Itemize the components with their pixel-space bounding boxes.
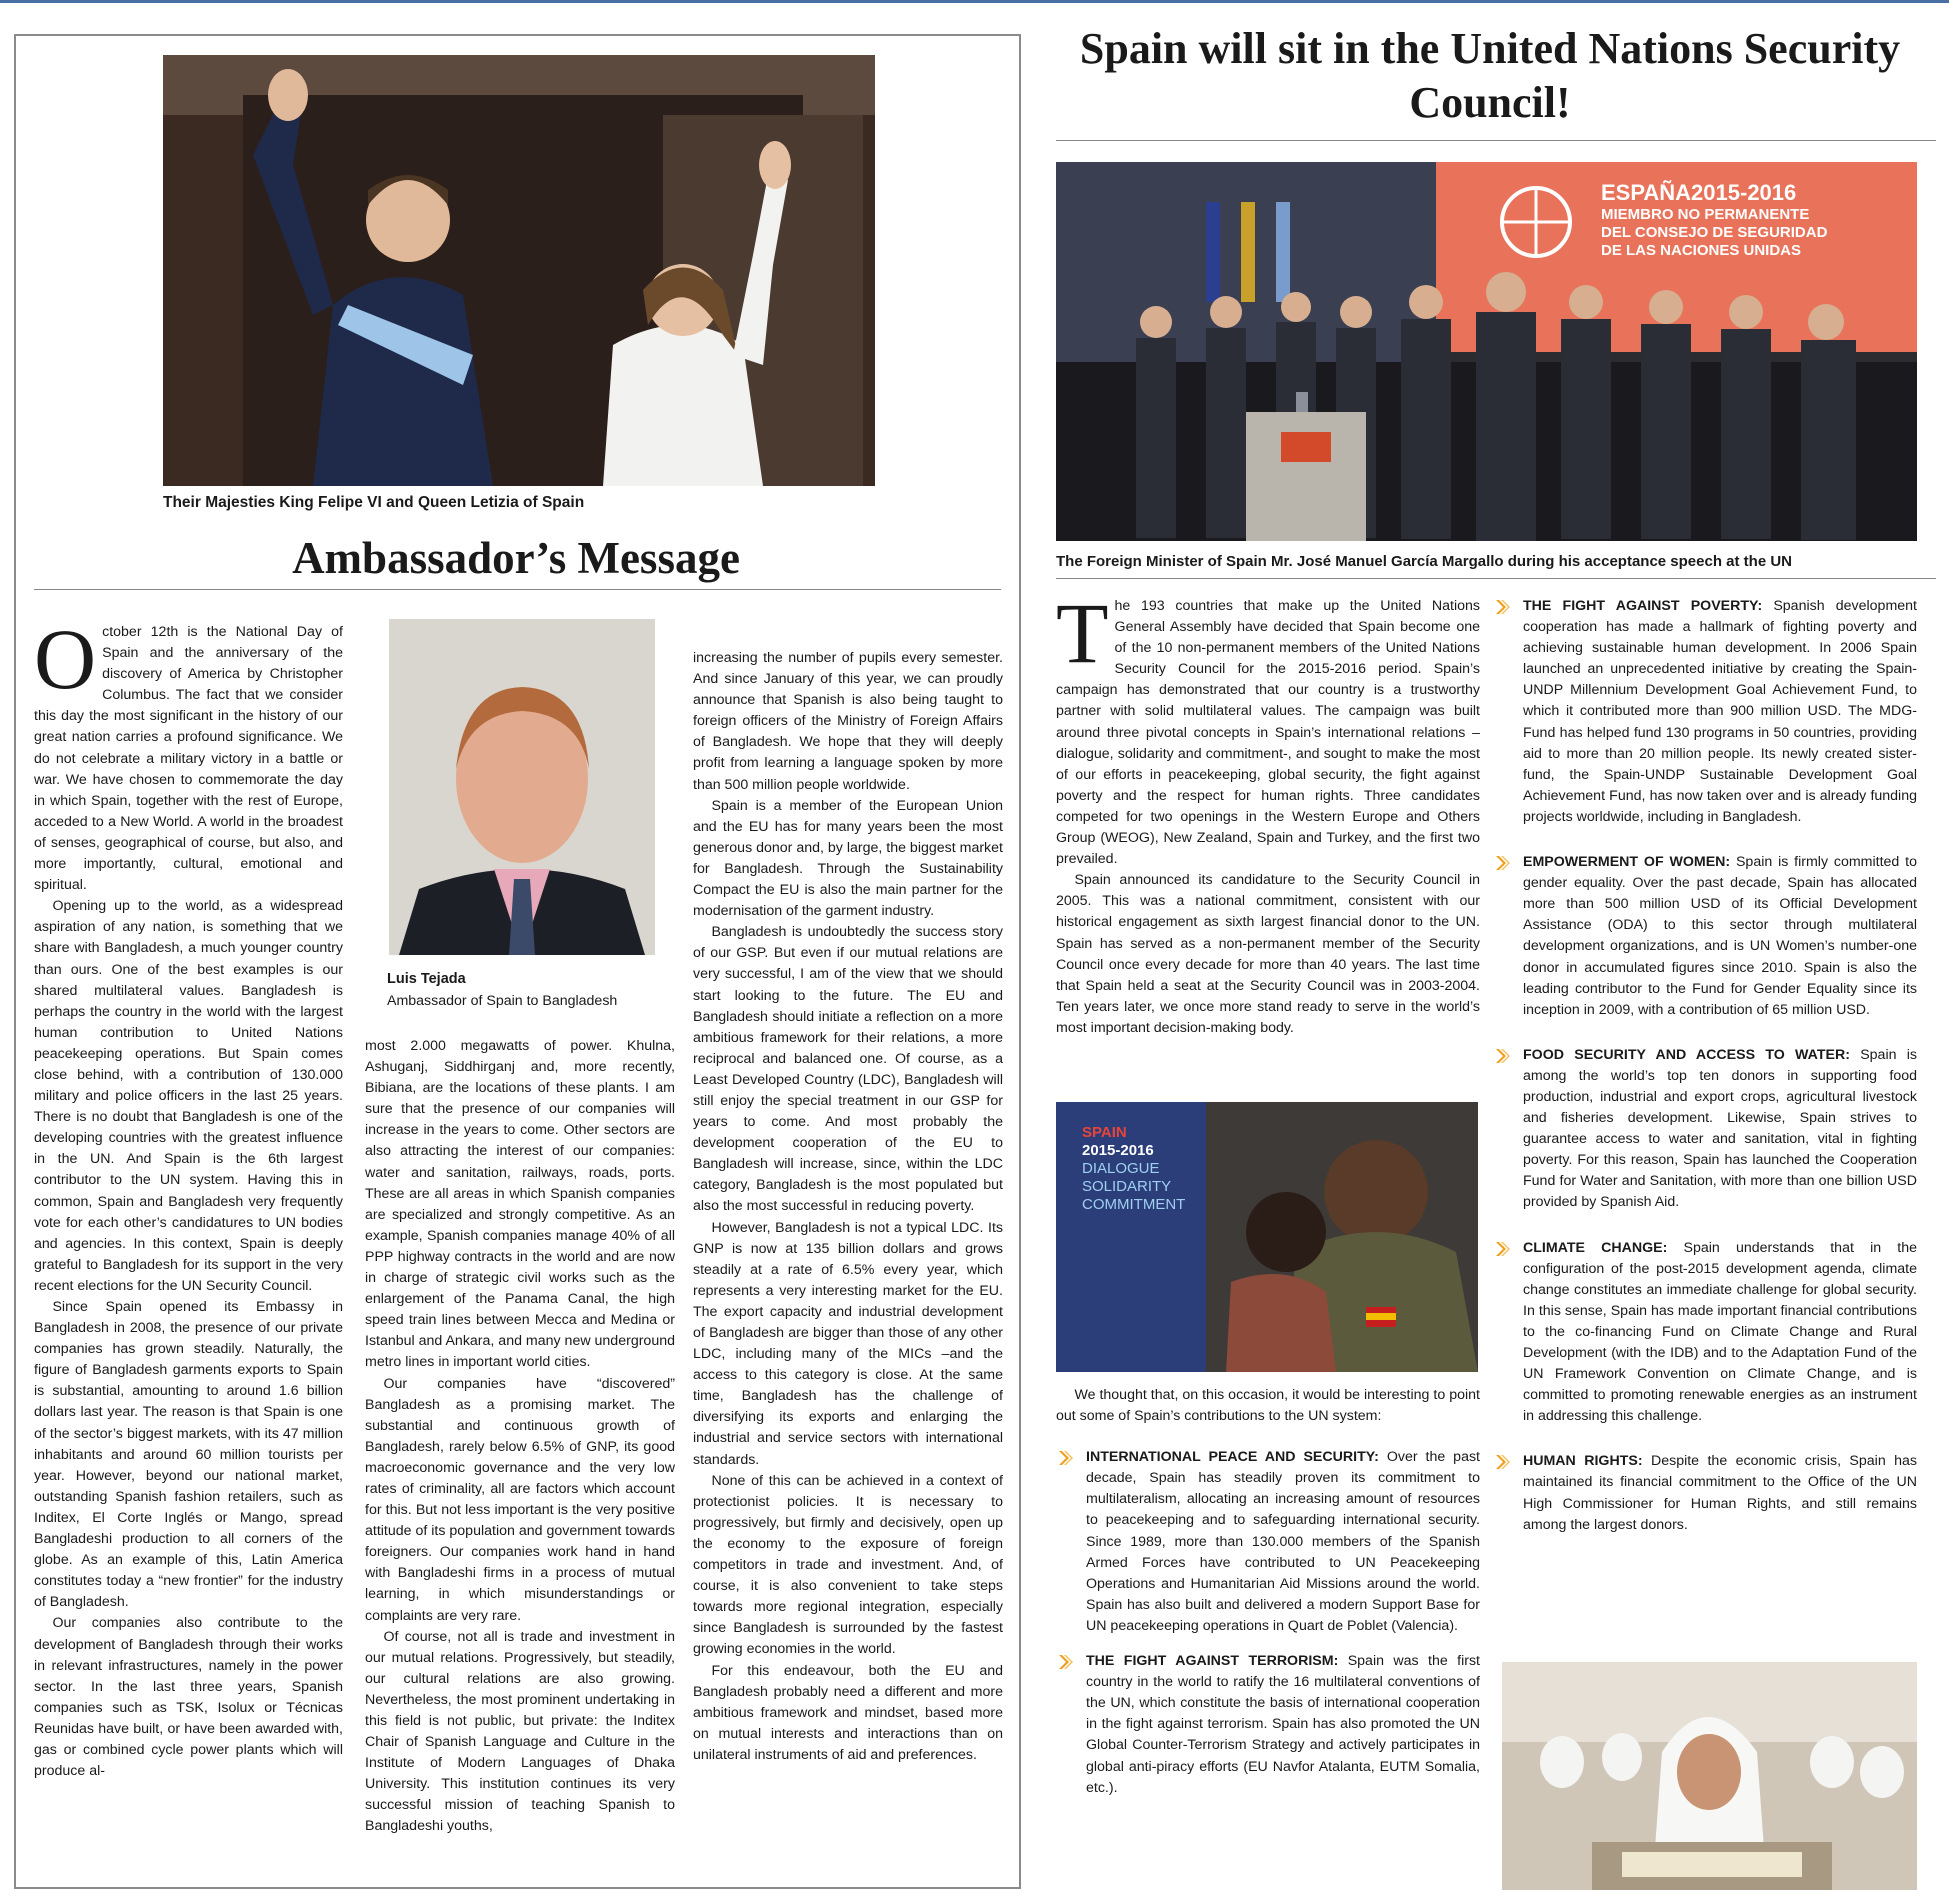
- council-intro: We thought that, on this occasion, it would be interesting to point out some of Spain’s contributions to the UN system:: [1056, 1387, 1480, 1425]
- bullet-poverty: [1493, 596, 1917, 828]
- poster-years: 2015-2016: [1082, 1142, 1154, 1159]
- un-acceptance-speech-photo: [1056, 162, 1917, 541]
- bullet-climate: [1493, 1238, 1917, 1428]
- chevron-right-icon: [1056, 1449, 1074, 1467]
- message-paragraph: However, Bangladesh is not a typical LDC. Its GNP is now at 135 billion dollars and grows steadily at a rate of 6.5% every year, which represents a very interesting market for the EU. The export capacity and industrial development of Bangladesh are bigger than those of any other LDC, including many of the MICs –and the access to this category is close. At the same time, Bangladesh has the challenge of diversifying its exports and enlarging the industrial and service sectors with international standards.: [693, 1219, 1003, 1468]
- message-paragraph: most 2.000 megawatts of power. Khulna, Ashuganj, Siddhirganj and, more recently, Bibiana, are the locations of these plants. I am sure that the presence of our companies will increase in the years to come. Other sectors are also attracting the interest of our companies: water and sanitation, railways, roads, ports. These are all areas in which Spanish companies are specialized and strongly competitive. As an example, Spanish companies manage 40% of all PPP highway contracts in the world and are now in charge of strategic civil works such as the enlargement of the Panama Canal, the high speed train lines between Mecca and Medina or Istanbul and Ankara, and many new underground metro lines in important world cities.: [365, 1038, 675, 1371]
- banner-line-4: DE LAS NACIONES UNIDAS: [1601, 242, 1802, 259]
- dropcap-o: O: [34, 622, 97, 707]
- banner-line-espana: ESPAÑA2015-2016: [1601, 180, 1797, 205]
- ambassador-name: Luis Tejada: [387, 971, 466, 987]
- bullet-text: CLIMATE CHANGE: Spain understands that in the configuration of the post-2015 development agenda, climate change constitutes an immediate challenge for global security. In this sense, Spain has made important financial contributions to the co-financing Fund on Climate Change and Rural Development (with the IDB) and to the Adaptation Fund of the UN Framework Convention on Climate Change, and is committed to promoting renewable energies as an instrument in addressing this challenge.: [1523, 1239, 1917, 1425]
- council-paragraph: Spain announced its candidature to the Security Council in 2005. This was a national commitment, consistent with our historical engagement as sixth largest financial donor to the UN. Spain has served as a non-permanent member of the Security Council once every decade for more than 40 years. The last time that Spain held a seat at the Security Council was in 2003-2004. Ten years later, we once more stand ready to serve in the world’s most important decision-making body.: [1056, 872, 1480, 1036]
- bullet-terrorism: [1056, 1651, 1480, 1799]
- right-headline-divider: [1056, 140, 1936, 141]
- poster-word-solidarity: SOLIDARITY: [1082, 1178, 1172, 1195]
- ambassador-message-headline: Ambassador’s Message: [292, 533, 740, 583]
- ambassador-portrait: [389, 619, 655, 955]
- bullet-text: INTERNATIONAL PEACE AND SECURITY: Over the past decade, Spain has steadily proven its commitment to multilateralism, allocating an increasing amount of resources to peacekeeping and to safeguarding international security. Since 1989, more than 130.000 members of the Spanish Armed Forces have contributed to UN Peacekeeping Operations and Humanitarian Aid Missions around the world. Spain has also built and delivered a modern Support Base for UN peacekeeping operations in Quart de Poblet (Valencia).: [1086, 1449, 1480, 1634]
- royal-photo-caption: Their Majesties King Felipe VI and Queen Letizia of Spain: [163, 494, 585, 511]
- bullet-text: THE FIGHT AGAINST TERRORISM: Spain was the first country in the world to ratify the 16 multilateral conventions of the UN, which constitute the basis of international cooperation in the fight against terrorism. Spain has also promoted the UN Global Counter-Terrorism Strategy and actively participates in global anti-piracy efforts (EU Navfor Atalanta, EUTM Somalia, etc.).: [1086, 1653, 1480, 1796]
- un-banner-text: [1601, 180, 1911, 260]
- message-column-2: [365, 1036, 675, 1884]
- royal-couple-photo: [163, 55, 875, 486]
- message-paragraph: Spain is a member of the European Union and the EU has for many years been the most generous donor and, by large, the biggest market for Bangladesh. Through the Sustainability Compact the EU is also the main partner for the modernisation of the garment industry.: [693, 797, 1003, 920]
- bullet-text: HUMAN RIGHTS: Despite the economic crisis, Spain has maintained its financial commitment to the Office of the UN High Commissioner for Human Rights, and still remains among the largest donors.: [1523, 1453, 1917, 1533]
- poster-word-dialogue: DIALOGUE: [1082, 1160, 1160, 1177]
- message-paragraph: For this endeavour, both the EU and Bangladesh probably need a different and more ambitious framework and mindset, based more on mutual interests and interactions than on unilateral instruments of aid and preferences.: [693, 1662, 1003, 1763]
- council-paragraph: The 193 countries that make up the United Nations General Assembly have decided that Spain become one of the 10 non-permanent members of the United Nations Security Council for the 2015-2016 period. Spain’s campaign has demonstrated that our country is a trustworthy partner with solid multilateral values. The campaign was built around three pivotal concepts in Spain’s international relations –dialogue, solidarity and commitment-, and sought to make the most of our efforts in peacekeeping, global security, the fight against poverty and the respect for human rights. Three candidates competed for two openings in the Western Europe and Others Group (WEOG), New Zealand, Spain and Turkey, and the first two prevailed.: [1056, 596, 1480, 868]
- schoolgirls-photo: [1502, 1662, 1917, 1890]
- top-accent-rule: [0, 0, 1949, 3]
- security-council-column-b: [1493, 596, 1917, 1656]
- banner-line-2: MIEMBRO NO PERMANENTE: [1601, 206, 1810, 223]
- bullet-food-water: [1493, 1045, 1917, 1214]
- dropcap-t: T: [1056, 596, 1109, 681]
- un-photo-caption: The Foreign Minister of Spain Mr. José Manuel García Margallo during his acceptance speech at the UN: [1056, 553, 1793, 570]
- headline-divider: [34, 589, 1001, 590]
- chevron-right-icon: [1493, 1240, 1511, 1258]
- bullet-peace-security: [1056, 1447, 1480, 1637]
- message-paragraph: Our companies also contribute to the development of Bangladesh through their works in relevant infrastructures, namely in the power sector. In the last three years, Spanish companies such as TSK, Isolux or Técnicas Reunidas have built, or have been awarded with, gas or combined cycle power plants which will produce al-: [34, 1615, 343, 1780]
- message-paragraph: Of course, not all is trade and investment in our mutual relations. Progressively, but steadily, our cultural relations are also growing. Nevertheless, the most prominent undertaking in this field is not public, but private: the Inditex Chair of Spanish Language and Culture in the Institute of Modern Languages of Dhaka University. This institution continues its very successful mission of teaching Spanish to Bangladeshi youths,: [365, 1628, 675, 1835]
- message-paragraph: increasing the number of pupils every semester. And since January of this year, we can proudly announce that Spanish is also being taught to foreign officers of the Ministry of Foreign Affairs of Bangladesh. We hope that they will deeply profit from learning a language spoken by more than 500 million people worldwide.: [693, 650, 1003, 793]
- banner-line-3: DEL CONSEJO DE SEGURIDAD: [1601, 224, 1828, 241]
- security-council-column-a-bottom: [1056, 1385, 1480, 1890]
- spain-campaign-poster: [1056, 1102, 1478, 1372]
- poster-word-commitment: COMMITMENT: [1082, 1196, 1186, 1213]
- ambassador-title: Ambassador of Spain to Bangladesh: [387, 993, 618, 1009]
- message-column-3: [693, 648, 1003, 1884]
- message-paragraph: October 12th is the National Day of Spain and the anniversary of the discovery of America by Christopher Columbus. The fact that we consider this day the most significant in the history of our great nation carries a profound significance. We do not celebrate a military victory in a battle or war. We have chosen to commemorate the day in which Spain, together with the rest of Europe, acceded to a New World. A world in the broadest of senses, geographical of course, but also, and more importantly, cultural, emotional and spiritual.: [34, 622, 343, 894]
- bullet-text: EMPOWERMENT OF WOMEN: Spain is firmly committed to gender equality. Over the past decade, Spain has allocated more than 500 million USD of its Official Development Assistance (ODA) to this sector through multilateral development organizations, and is UN Women’s number-one donor in accumulated figures since 2010. Spain is also the leading contributor to the Fund for Gender Equality since its inception in 2009, with a contribution of 65 million USD.: [1523, 854, 1917, 1018]
- bullet-human-rights: [1493, 1451, 1917, 1535]
- security-council-column-a: [1056, 596, 1480, 1086]
- message-paragraph: Our companies have “discovered” Bangladesh as a promising market. The substantial and continuous growth of Bangladesh, rarely below 6.5% of GNP, its good macroeconomic governance and the very low rates of criminality, all are factors which account for this. But not less important is the very positive attitude of its population and government towards foreigners. Our companies work hand in hand with Bangladeshi firms in a process of mutual learning, in which misunderstandings or complaints are very rare.: [365, 1375, 675, 1624]
- chevron-right-icon: [1493, 1047, 1511, 1065]
- message-paragraph: Opening up to the world, as a widespread aspiration of any nation, is something that we share with Bangladesh, a much younger country than ours. One of the best examples is our shared multilateral values. Bangladesh is perhaps the country in the world with the largest human contribution to United Nations peacekeeping operations. But Spain comes close behind, with a contribution of 130.000 military and police officers in the last 25 years. There is no doubt that Bangladesh is one of the developing countries with the greatest influence in the UN. And Spain is the 6th largest contributor to the UN system. Having this in common, Spain and Bangladesh very frequently vote for each other’s candidatures to UN bodies and agencies. In this context, Spain is deeply grateful to Bangladesh for its support in the very recent elections for the UN Security Council.: [34, 898, 343, 1294]
- bullet-women: [1493, 852, 1917, 1021]
- right-caption-divider: [1056, 578, 1936, 579]
- bullet-text: THE FIGHT AGAINST POVERTY: Spanish development cooperation has made a hallmark of fighting poverty and achieving sustainable human development. In 2006 Spain launched an unprecedented initiative by creating the Spain-UNDP Millennium Development Goal Achievement Fund, to which it contributed more than 900 million USD. The MDG-Fund has helped fund 130 programs in 50 countries, providing aid to more than 20 million people. Its newly created sister-fund, the Spain-UNDP Sustainable Development Goal Achievement Fund, has now taken over and is already funding projects worldwide, including in Bangladesh.: [1523, 598, 1917, 825]
- poster-brand: SPAIN: [1082, 1124, 1127, 1141]
- message-paragraph: Bangladesh is undoubtedly the success story of our GSP. But even if our mutual relations are very successful, I am of the view that we should start looking to the future. The EU and Bangladesh should initiate a reflection on a more ambitious framework for their relations, a more reciprocal and balanced one. Of course, as a Least Developed Country (LDC), Bangladesh will still enjoy the special treatment in our GSP for years to come. And most probably the development cooperation of the EU to Bangladesh will increase, since, within the LDC category, Bangladesh is the most populated but also the most successful in reducing poverty.: [693, 924, 1003, 1215]
- bullet-text: FOOD SECURITY AND ACCESS TO WATER: Spain is among the world’s top ten donors in supporting food production, industrial and export crops, agricultural livestock and fisheries development. Likewise, Spain strives to guarantee access to water and sanitation, vital in fighting poverty. For this reason, Spain has launched the Cooperation Fund for Water and Sanitation, with more than one billion USD provided by Spanish Aid.: [1523, 1046, 1917, 1211]
- message-column-1: [34, 622, 343, 1884]
- message-paragraph: Since Spain opened its Embassy in Bangladesh in 2008, the presence of our private companies has grown steadily. Naturally, the figure of Bangladesh garments exports to Spain is substantial, amounting to around 1.6 billion dollars last year. The reason is that Spain is one of the sector’s biggest markets, with its 47 million inhabitants and around 60 million tourists per year. However, beyond our national market, outstanding Spanish fashion retailers, such as Inditex, El Corte Inglés or Mango, spread Bangladeshi production to all corners of the globe. As an example of this, Latin America constitutes today a “new frontier” for the industry of Bangladesh.: [34, 1299, 343, 1611]
- ambassador-message-panel: [14, 34, 1021, 1889]
- chevron-right-icon: [1493, 854, 1511, 872]
- chevron-right-icon: [1493, 598, 1511, 616]
- chevron-right-icon: [1056, 1653, 1074, 1671]
- security-council-headline: Spain will sit in the United Nations Security Council!: [1079, 24, 1901, 127]
- chevron-right-icon: [1493, 1453, 1511, 1471]
- poster-text: [1082, 1124, 1185, 1214]
- message-paragraph: None of this can be achieved in a context of protectionist policies. It is necessary to progressively, but firmly and decisively, open up the economy to the exposure of foreign competitors in trade and investment. And, of course, it is also convenient to take steps towards more regional integration, especially since Bangladesh is surrounded by the fastest growing economies in the world.: [693, 1472, 1003, 1658]
